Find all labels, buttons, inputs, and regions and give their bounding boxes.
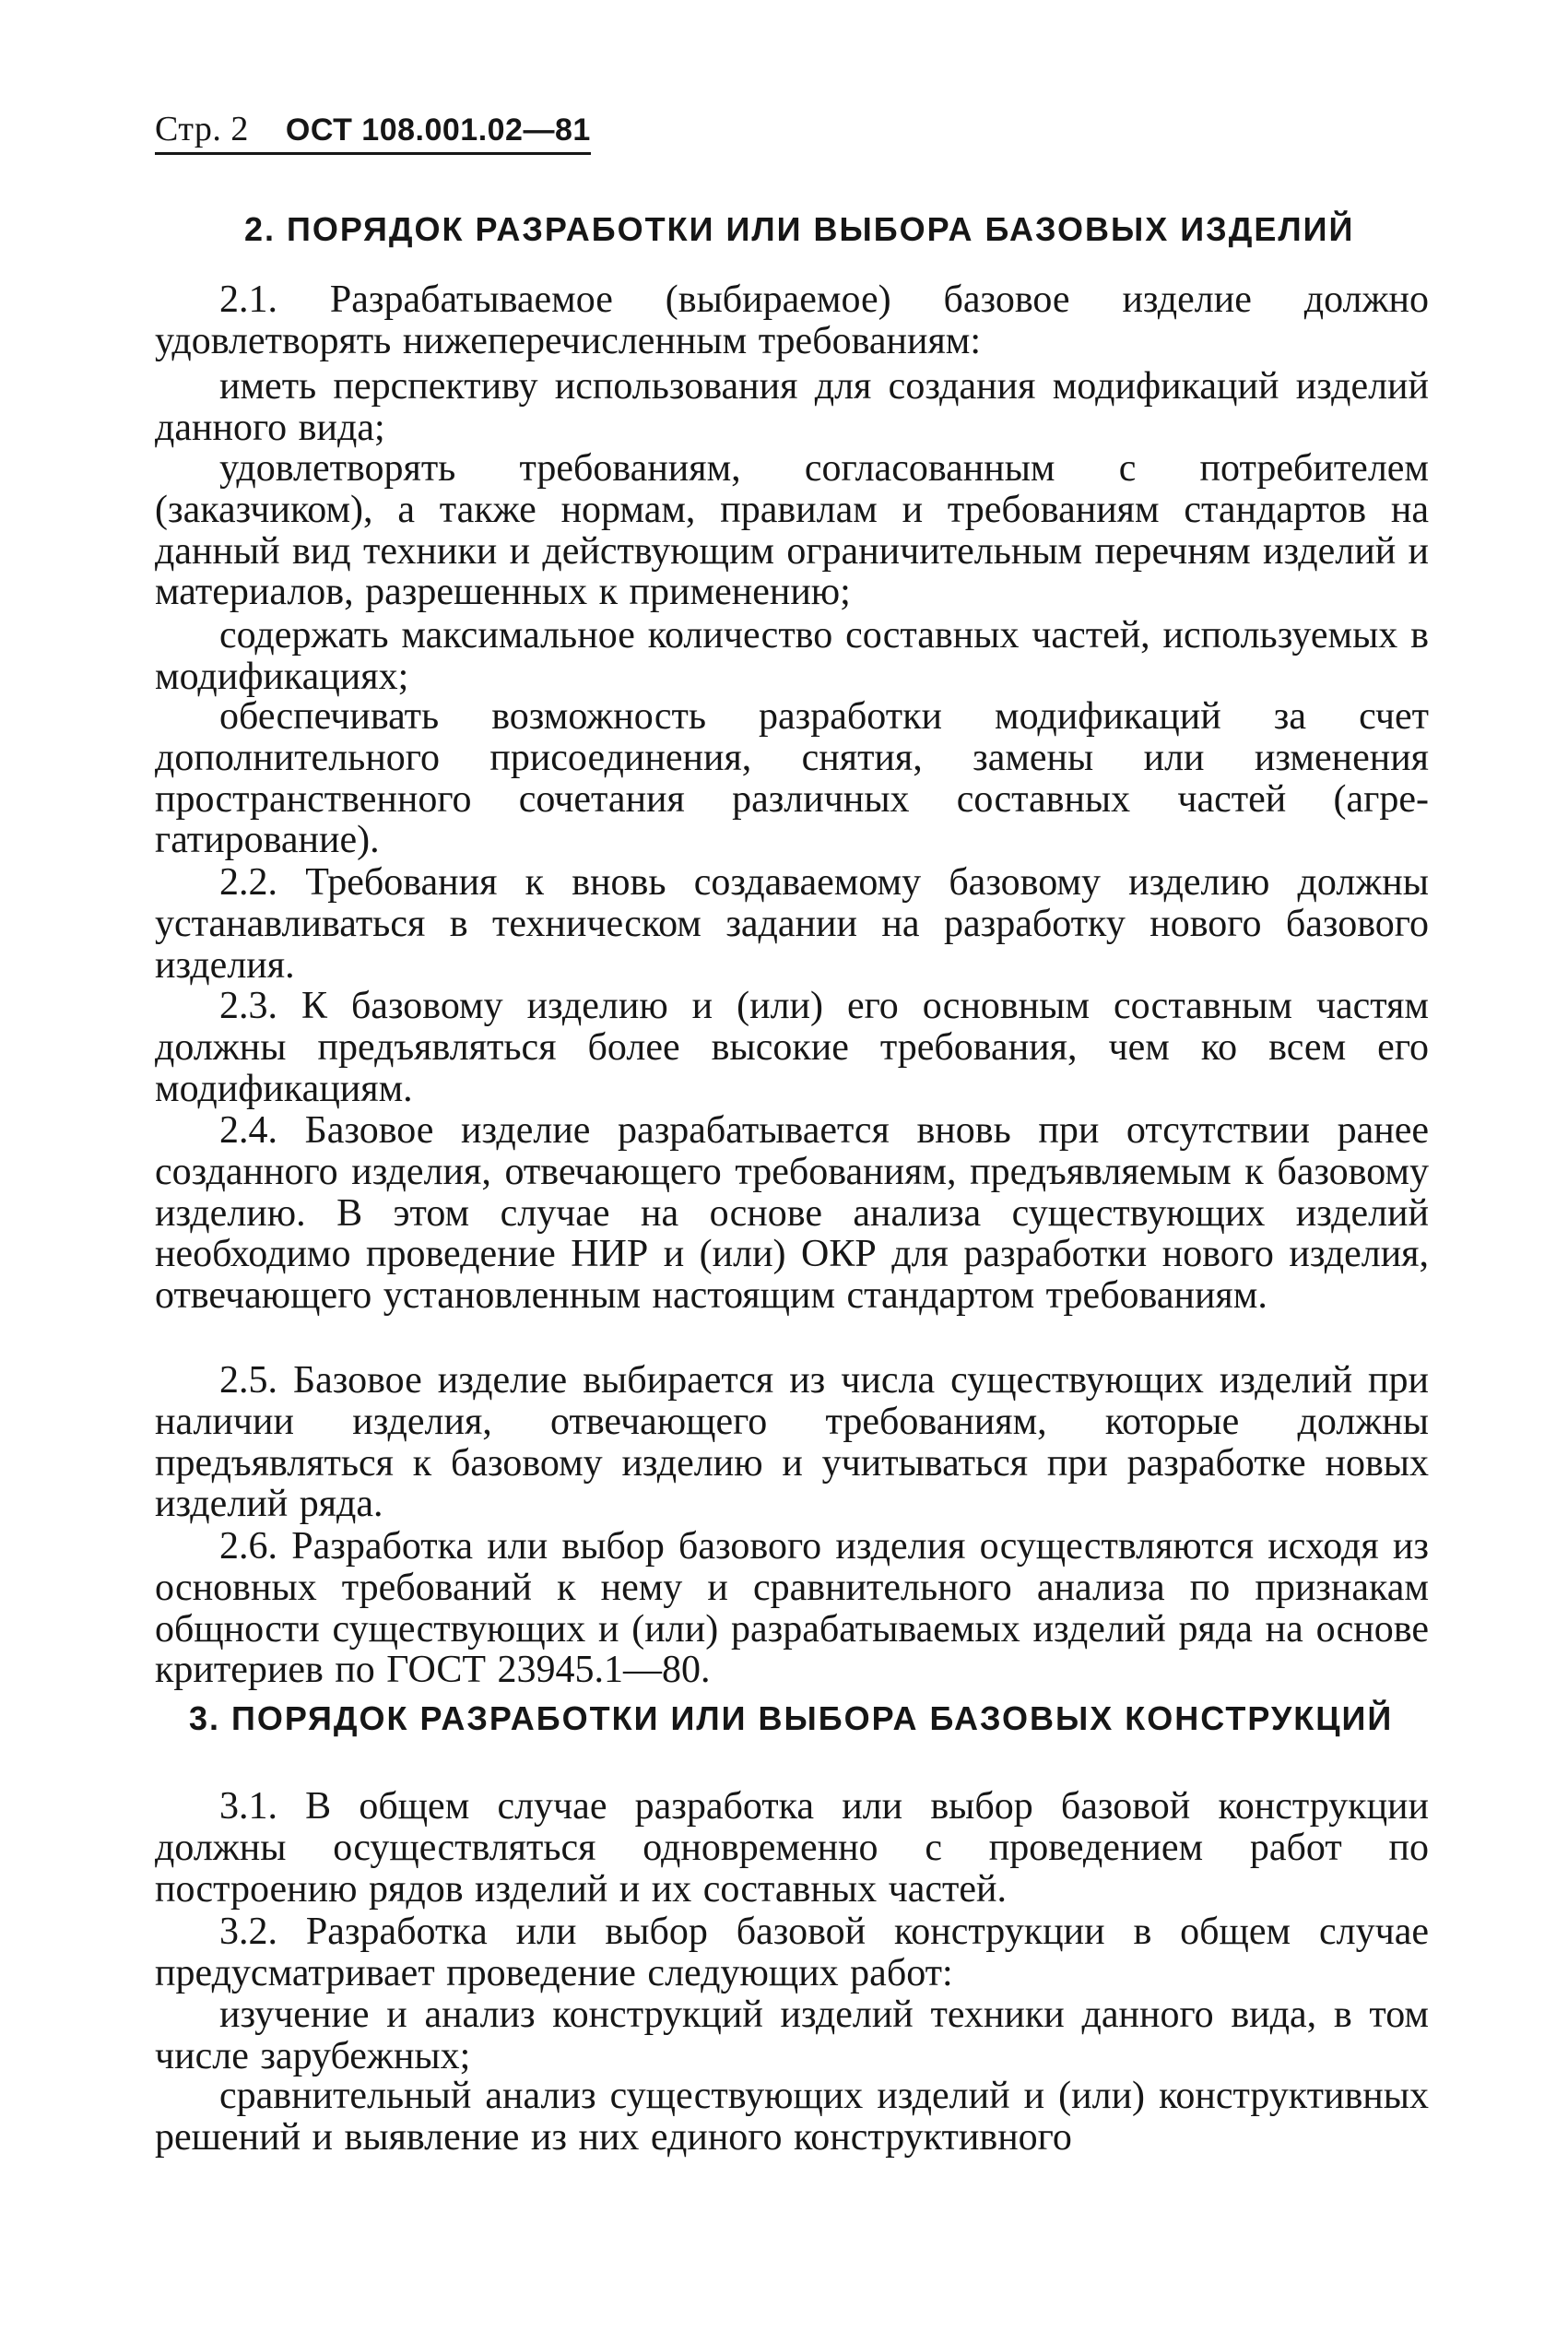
section-2-title: 2. ПОРЯДОК РАЗРАБОТКИ ИЛИ ВЫБОРА БАЗОВЫХ ИЗДЕЛИЙ [244,210,1355,248]
paragraph-2-3: 2.3. К базовому изделию и (или) его основным составным частям должны предъявляться более высокие требования, чем ко всем его модификациям. [155,985,1429,1110]
page-header [155,109,591,155]
paragraph-2-1-item-2: удовлетворять требованиям, согласованным с потребителем (заказчиком), а также нормам, правилам и требованиям стандартов на данный вид техники и действующим ограничительным перечням изделий и материалов, разрешенных к применению; [155,447,1429,614]
section-3-title: 3. ПОРЯДОК РАЗРАБОТКИ ИЛИ ВЫБОРА БАЗОВЫХ КОНСТРУКЦИЙ [189,1699,1394,1737]
paragraph-3-1: 3.1. В общем случае разработка или выбор базовой конструкции должны осуществляться одновременно с проведением работ по построению рядов изделий и их составных частей. [155,1785,1429,1911]
page-number: Стр. 2 [155,110,249,148]
paragraph-3-2-item-1: изучение и анализ конструкций изделий техники данного вида, в том числе зарубежных; [155,1994,1429,2077]
paragraph-3-2-item-2: сравнительный анализ существующих изделий и (или) конструктивных решений и выявление из них единого конструктивного [155,2075,1429,2159]
paragraph-2-6: 2.6. Разработка или выбор базового изделия осуществляются исходя из основных требований к нему и сравнительного анализа по признакам общности существующих и (или) разрабатываемых изделий ряда на основе критериев по ГОСТ 23945.1—80. [155,1525,1429,1692]
paragraph-3-2: 3.2. Разработка или выбор базовой конструкции в общем случае предусматривает проведение следующих работ: [155,1911,1429,1994]
paragraph-2-4: 2.4. Базовое изделие разрабатывается вновь при отсутствии ранее созданного изделия, отвечающего требованиям, предъявляемым к базовому изделию. В этом случае на основе анализа существующих изделий необходимо проведение НИР и (или) ОКР для разработки нового изделия, отвечающего установленным настоящим стандартом требованиям. [155,1109,1429,1318]
paragraph-2-2: 2.2. Требования к вновь создаваемому базовому изделию должны устанавливаться в техническом задании на разработку нового базового изделия. [155,861,1429,987]
paragraph-2-1-item-3: содержать максимальное количество составных частей, используемых в модификациях; [155,614,1429,698]
standard-number: ОСТ 108.001.02—81 [285,112,591,148]
paragraph-2-5: 2.5. Базовое изделие выбирается из числа существующих изделий при наличии изделия, отвечающего требованиям, которые должны предъявляться к базовому изделию и учитываться при разработке новых изделий ряда. [155,1359,1429,1526]
paragraph-2-1: 2.1. Разрабатываемое (выбираемое) базовое изделие должно удовлетворять нижеперечисленным требованиям: [155,278,1429,362]
paragraph-2-1-item-1: иметь перспективу использования для создания модификаций изделий данного вида; [155,365,1429,449]
paragraph-2-1-item-4: обеспечивать возможность разработки модификаций за счет дополнительного присоединения, снятия, замены или изменения пространственного сочетания различных составных частей (агрегатирование). [155,695,1429,862]
